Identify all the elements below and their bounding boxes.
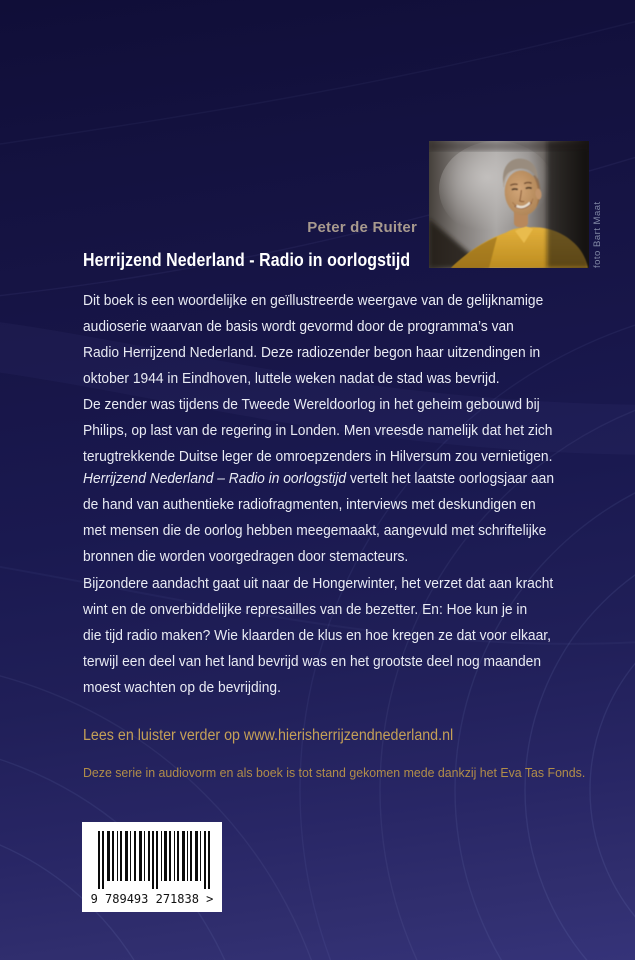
text-line: oktober 1944 in Eindhoven, luttele weken nadat de stad was bevrijd. [83, 370, 500, 387]
text-line: audioserie waarvan de basis wordt gevormd door de programma’s van [83, 318, 514, 335]
text-line: terwijl een deel van het land bevrijd was en het grootste deel nog maanden [83, 653, 542, 670]
paragraph-intro [83, 288, 552, 470]
website-link-text: Lees en luister verder op www.hierisherrijzendnederland.nl [83, 727, 454, 744]
text-line: wint en de onverbiddelijke represailles van de bezetter. En: Hoe kun je in [83, 601, 528, 618]
text-line [83, 466, 554, 492]
text-line: de hand van authentieke radiofragmenten, interviews met deskundigen en [83, 496, 536, 513]
text-line: De zender was tijdens de Tweede Wereldoorlog in het geheim gebouwd bij [83, 396, 540, 413]
text-line: die tijd radio maken? Wie klaarden de klus en hoe kregen ze dat voor elkaar, [83, 627, 551, 644]
text-line: Dit boek is een woordelijke en geïllustreerde weergave van de gelijknamige [83, 292, 544, 309]
text-line: moest wachten op de bevrijding. [83, 679, 281, 696]
photo-credit-caption: foto Bart Maat [592, 201, 603, 268]
text-span: vertelt het laatste oorlogsjaar aan [346, 470, 555, 487]
isbn-barcode [82, 822, 222, 912]
text-line: bronnen die worden voorgedragen door stemacteurs. [83, 548, 409, 565]
text-line: terugtrekkende Duitse leger de omroepzenders in Hilversum zou vernietigen. [83, 448, 553, 465]
barcode-digits: 9 789493 271838 > [90, 892, 214, 906]
text-line: Philips, op last van de regering in Londen. Men vreesde namelijk dat het zich [83, 422, 553, 439]
text-line: Radio Herrijzend Nederland. Deze radiozender begon haar uitzendingen in [83, 344, 541, 361]
author-name: Peter de Ruiter [307, 219, 417, 236]
author-photo [429, 141, 589, 268]
paragraph-series [83, 466, 554, 570]
funding-credit-text: Deze serie in audiovorm en als boek is tot stand gekomen mede dankzij het Eva Tas Fonds. [83, 765, 586, 780]
book-title-italic: Herrijzend Nederland – Radio in oorlogstijd [83, 470, 347, 487]
paragraph-topics [83, 571, 553, 701]
text-line: Bijzondere aandacht gaat uit naar de Hongerwinter, het verzet dat aan kracht [83, 575, 554, 592]
text-line: met mensen die de oorlog hebben meegemaakt, aangevuld met schriftelijke [83, 522, 547, 539]
book-title: Herrijzend Nederland - Radio in oorlogstijd [83, 249, 411, 270]
